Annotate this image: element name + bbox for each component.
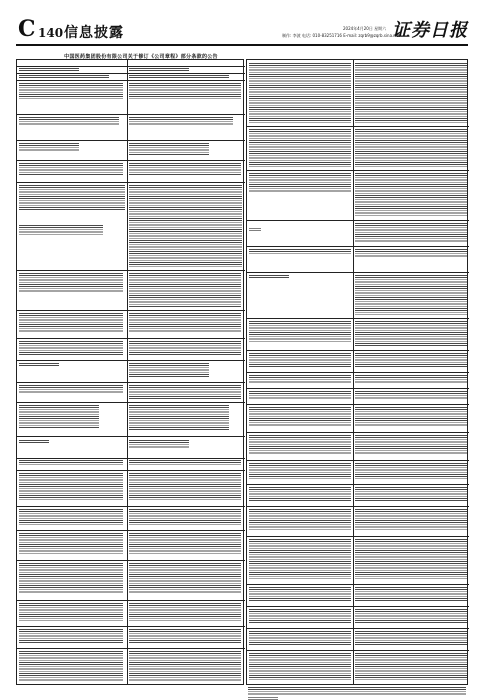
masthead-rule <box>16 44 468 46</box>
issue-date: 2024年4月20日 星期六 <box>343 26 387 31</box>
text-block <box>249 249 351 255</box>
row-divider <box>17 600 245 601</box>
text-block <box>19 163 123 175</box>
text-block <box>249 228 261 231</box>
text-block <box>249 509 351 531</box>
row-divider <box>17 436 245 437</box>
text-block <box>249 375 351 383</box>
text-block <box>249 129 351 167</box>
text-block <box>19 629 123 643</box>
text-block <box>19 385 123 393</box>
text-block <box>19 473 123 501</box>
row-divider <box>17 160 245 161</box>
text-block <box>129 185 242 267</box>
text-block <box>19 563 123 593</box>
text-block <box>19 225 103 235</box>
row-divider <box>17 626 245 627</box>
text-block <box>19 509 123 525</box>
row-divider <box>247 170 469 171</box>
row-divider <box>17 458 245 459</box>
text-block <box>129 473 241 501</box>
row-divider <box>17 338 245 339</box>
row-divider <box>17 66 245 67</box>
row-divider <box>17 140 245 141</box>
row-divider <box>247 404 469 405</box>
row-divider <box>247 220 469 221</box>
text-block <box>355 435 467 455</box>
row-divider <box>17 470 245 471</box>
row-divider <box>247 484 469 485</box>
text-block <box>249 63 351 123</box>
text-block <box>129 143 209 155</box>
text-block <box>19 603 123 621</box>
row-divider <box>247 318 469 319</box>
text-block <box>249 407 351 427</box>
text-block <box>355 653 467 681</box>
row-divider <box>247 460 469 461</box>
row-divider <box>247 432 469 433</box>
text-block <box>355 631 467 645</box>
row-divider <box>247 584 469 585</box>
amendment-table-right <box>246 59 468 685</box>
text-block <box>129 629 241 643</box>
text-block <box>19 273 123 293</box>
row-divider <box>17 560 245 561</box>
text-block <box>355 509 467 531</box>
text-block <box>355 249 467 257</box>
row-divider <box>247 650 469 651</box>
text-block <box>19 313 123 333</box>
row-divider <box>247 126 469 127</box>
row-divider <box>17 182 245 183</box>
row-divider <box>247 388 469 389</box>
text-block <box>129 405 229 431</box>
section-title: 信息披露 <box>64 25 124 41</box>
page-number: 140 <box>38 26 64 40</box>
text-block <box>249 321 351 343</box>
text-block <box>249 653 351 681</box>
text-block <box>19 405 99 429</box>
document-title: 中国医药集团股份有限公司关于修订《公司章程》部分条款的公告 <box>64 54 218 60</box>
text-block <box>355 463 467 479</box>
row-divider <box>17 80 245 81</box>
text-block <box>19 341 123 355</box>
column-divider <box>127 60 128 684</box>
row-divider <box>247 350 469 351</box>
text-block <box>355 587 467 601</box>
masthead <box>0 0 484 46</box>
text-block <box>19 533 123 555</box>
text-block <box>129 163 241 175</box>
text-block <box>355 487 467 501</box>
row-divider <box>247 506 469 507</box>
row-divider <box>247 372 469 373</box>
text-block <box>19 117 119 125</box>
row-divider <box>17 382 245 383</box>
text-block <box>19 363 59 367</box>
row-divider <box>17 530 245 531</box>
text-block <box>249 539 351 579</box>
text-block <box>355 63 467 123</box>
text-block <box>355 223 467 243</box>
text-block <box>355 129 467 167</box>
page-body <box>16 47 468 687</box>
text-block <box>19 75 109 79</box>
text-block <box>355 407 467 427</box>
text-block <box>249 353 351 367</box>
row-divider <box>247 628 469 629</box>
section-letter: C <box>18 16 35 42</box>
text-block <box>19 440 49 444</box>
text-block <box>129 563 241 593</box>
text-block <box>249 463 351 479</box>
row-divider <box>247 536 469 537</box>
text-block <box>249 435 351 455</box>
row-divider <box>17 73 245 74</box>
text-block <box>19 460 123 466</box>
text-block <box>249 587 351 601</box>
row-divider <box>247 272 469 273</box>
text-block <box>249 609 351 623</box>
contact-line: 制作: 李波 电话: 010-83251716 E-mail: zqrb9@zqrb.sina.net <box>282 33 400 38</box>
text-block <box>129 533 241 555</box>
text-block <box>355 353 467 367</box>
text-block <box>249 487 351 501</box>
text-block <box>249 631 351 645</box>
text-block <box>129 363 209 377</box>
text-block <box>129 385 241 399</box>
text-block <box>19 185 125 211</box>
text-block <box>355 173 467 217</box>
row-divider <box>17 310 245 311</box>
newspaper-logo: 证券日报 <box>392 20 468 41</box>
row-divider <box>17 270 245 271</box>
text-block <box>19 143 79 151</box>
text-block <box>355 375 467 383</box>
text-block <box>129 651 241 681</box>
text-block <box>129 68 189 72</box>
row-divider <box>247 246 469 247</box>
row-divider <box>17 648 245 649</box>
text-block <box>19 651 123 681</box>
text-block <box>129 273 241 307</box>
text-block <box>249 391 351 399</box>
text-block <box>129 341 241 355</box>
amendment-table-left <box>16 59 244 685</box>
text-block <box>249 173 351 193</box>
text-block <box>129 603 241 621</box>
text-block <box>129 83 241 99</box>
text-block <box>355 391 467 399</box>
row-divider <box>17 114 245 115</box>
text-block <box>355 275 467 315</box>
text-block <box>19 68 79 72</box>
closing-notes <box>248 687 466 695</box>
row-divider <box>17 402 245 403</box>
text-block <box>355 321 467 347</box>
text-block <box>355 539 467 579</box>
row-divider <box>17 360 245 361</box>
text-block <box>19 83 123 99</box>
text-block <box>129 509 241 525</box>
text-block <box>355 609 467 623</box>
text-block <box>129 460 241 466</box>
text-block <box>249 275 289 278</box>
row-divider <box>17 506 245 507</box>
text-block <box>129 75 229 79</box>
text-block <box>129 313 241 333</box>
text-block <box>129 117 233 125</box>
text-block <box>129 440 189 448</box>
row-divider <box>247 606 469 607</box>
